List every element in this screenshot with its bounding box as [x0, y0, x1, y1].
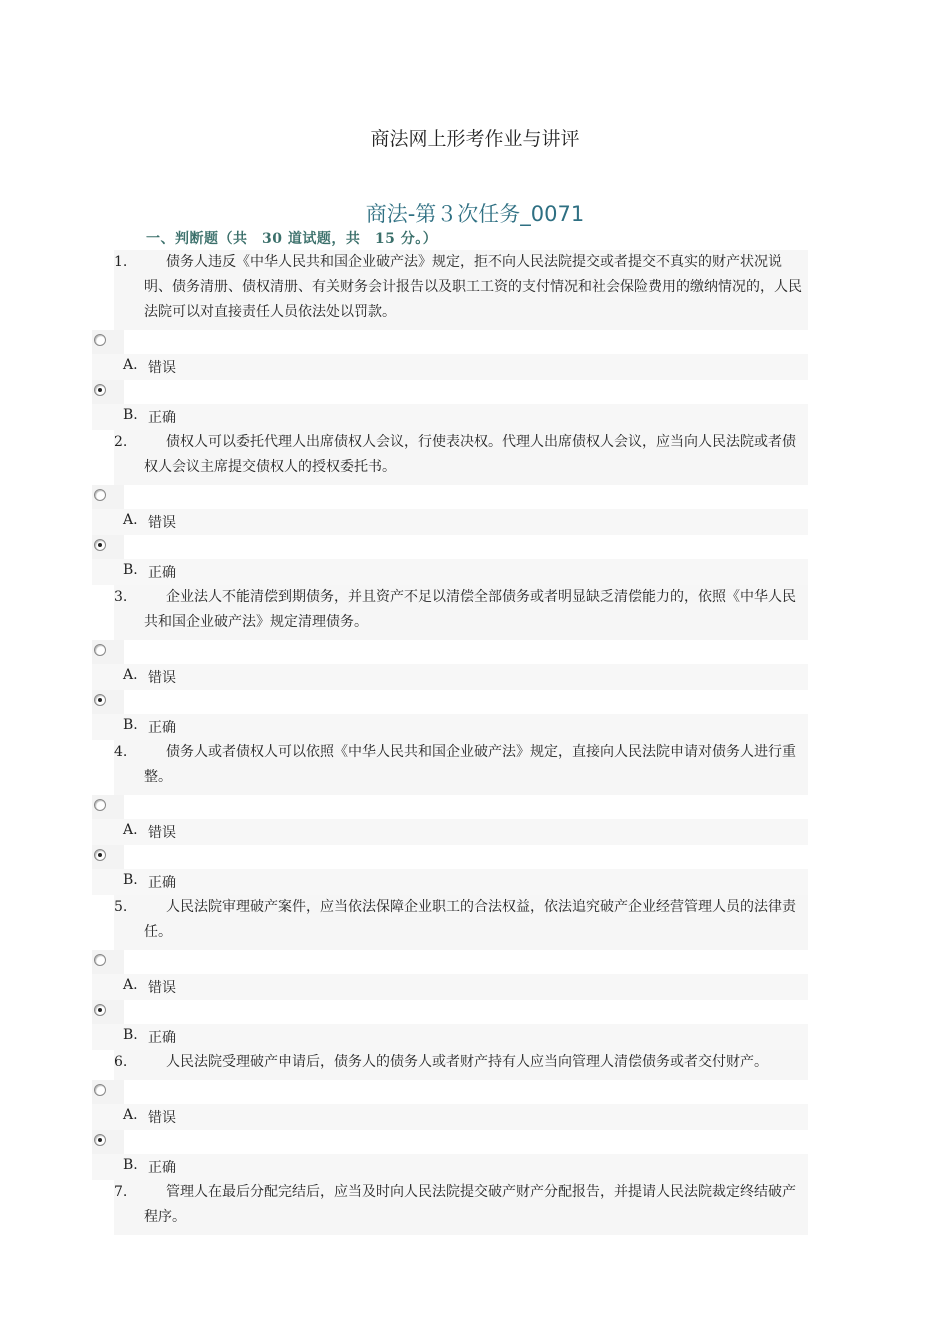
radio-dot-icon — [98, 853, 102, 857]
option-text: 正确 — [148, 1160, 176, 1176]
option-label[interactable] — [92, 404, 808, 430]
radio-cell — [92, 845, 124, 869]
radio-button-checked[interactable] — [94, 849, 106, 861]
option-text: 错误 — [148, 670, 176, 686]
option-label[interactable] — [92, 664, 808, 690]
question-stem — [114, 895, 808, 950]
answer-option[interactable] — [92, 950, 808, 1000]
answer-option[interactable] — [92, 485, 808, 535]
radio-dot-icon — [98, 698, 102, 702]
option-text: 正确 — [148, 1030, 176, 1046]
radio-dot-icon — [98, 1138, 102, 1142]
radio-dot-icon — [98, 1008, 102, 1012]
option-label[interactable] — [92, 1154, 808, 1180]
option-label[interactable] — [92, 714, 808, 740]
option-label[interactable] — [92, 354, 808, 380]
answer-option[interactable] — [92, 690, 808, 740]
radio-cell — [92, 1130, 124, 1154]
answer-option[interactable] — [92, 535, 808, 585]
question-item — [92, 585, 808, 740]
question-stem — [114, 1050, 808, 1080]
radio-button[interactable] — [94, 1084, 106, 1096]
question-text: 债务人或者债权人可以依照《中华人民共和国企业破产法》规定，直接向人民法院申请对债务人进行重整。 — [144, 744, 796, 785]
radio-button-checked[interactable] — [94, 1134, 106, 1146]
option-text: 正确 — [148, 565, 176, 581]
option-key: B. — [123, 872, 138, 888]
question-stem — [114, 740, 808, 795]
question-item — [92, 895, 808, 1050]
option-key: A. — [123, 977, 138, 993]
question-number: 3. — [114, 589, 128, 605]
radio-dot-icon — [98, 388, 102, 392]
radio-button-checked[interactable] — [94, 694, 106, 706]
question-item — [92, 1180, 808, 1235]
option-text: 正确 — [148, 875, 176, 891]
question-item — [92, 430, 808, 585]
question-text: 债权人可以委托代理人出席债权人会议，行使表决权。代理人出席债权人会议，应当向人民法院或者债权人会议主席提交债权人的授权委托书。 — [144, 434, 796, 475]
option-text: 正确 — [148, 410, 176, 426]
option-key: A. — [123, 1107, 138, 1123]
option-key: B. — [123, 407, 138, 423]
radio-button[interactable] — [94, 489, 106, 501]
question-item — [92, 250, 808, 430]
radio-dot-icon — [98, 543, 102, 547]
option-label[interactable] — [92, 559, 808, 585]
radio-button[interactable] — [94, 644, 106, 656]
radio-cell — [92, 690, 124, 714]
radio-cell — [92, 330, 124, 354]
radio-button[interactable] — [94, 954, 106, 966]
answer-option[interactable] — [92, 380, 808, 430]
option-key: A. — [123, 357, 138, 373]
radio-button[interactable] — [94, 334, 106, 346]
radio-button-checked[interactable] — [94, 539, 106, 551]
radio-cell — [92, 640, 124, 664]
section-title: 一、判断题（共 30 道试题，共 15 分。） — [146, 231, 438, 247]
option-key: A. — [123, 667, 138, 683]
option-key: B. — [123, 562, 138, 578]
question-text: 人民法院审理破产案件，应当依法保障企业职工的合法权益，依法追究破产企业经营管理人员的法律责任。 — [144, 899, 796, 940]
question-stem — [114, 1180, 808, 1235]
question-stem — [114, 430, 808, 485]
question-number: 7. — [114, 1184, 128, 1200]
option-key: B. — [123, 1157, 138, 1173]
radio-cell — [92, 1000, 124, 1024]
radio-cell — [92, 950, 124, 974]
radio-cell — [92, 380, 124, 404]
radio-button-checked[interactable] — [94, 1004, 106, 1016]
answer-option[interactable] — [92, 640, 808, 690]
option-text: 错误 — [148, 980, 176, 996]
option-label[interactable] — [92, 869, 808, 895]
question-stem — [114, 585, 808, 640]
question-item — [92, 1050, 808, 1180]
question-number: 6. — [114, 1054, 128, 1070]
question-stem — [114, 250, 808, 330]
answer-option[interactable] — [92, 795, 808, 845]
option-key: A. — [123, 822, 138, 838]
question-list — [92, 250, 808, 1235]
radio-button[interactable] — [94, 799, 106, 811]
option-key: B. — [123, 1027, 138, 1043]
question-number: 2. — [114, 434, 128, 450]
answer-option[interactable] — [92, 1000, 808, 1050]
radio-cell — [92, 485, 124, 509]
question-item — [92, 740, 808, 895]
question-number: 4. — [114, 744, 128, 760]
question-text: 人民法院受理破产申请后，债务人的债务人或者财产持有人应当向管理人清偿债务或者交付财产。 — [166, 1054, 768, 1070]
option-text: 错误 — [148, 360, 176, 376]
question-number: 5. — [114, 899, 128, 915]
option-text: 错误 — [148, 1110, 176, 1126]
option-label[interactable] — [92, 1024, 808, 1050]
question-text: 管理人在最后分配完结后，应当及时向人民法院提交破产财产分配报告，并提请人民法院裁定终结破产程序。 — [144, 1184, 796, 1225]
option-text: 错误 — [148, 825, 176, 841]
answer-option[interactable] — [92, 1080, 808, 1130]
document-title: 商法网上形考作业与讲评 — [370, 128, 580, 150]
question-number: 1. — [114, 254, 128, 270]
radio-cell — [92, 1080, 124, 1104]
answer-option[interactable] — [92, 1130, 808, 1180]
answer-option[interactable] — [92, 330, 808, 380]
question-text: 债务人违反《中华人民共和国企业破产法》规定，拒不向人民法院提交或者提交不真实的财产状况说明、债务清册、债权清册、有关财务会计报告以及职工工资的支付情况和社会保险费用的缴纳情况的，人民法院可以对直接责任人员依法处以罚款。 — [144, 254, 802, 320]
option-label[interactable] — [92, 819, 808, 845]
answer-option[interactable] — [92, 845, 808, 895]
radio-button-checked[interactable] — [94, 384, 106, 396]
radio-cell — [92, 535, 124, 559]
option-key: B. — [123, 717, 138, 733]
question-text: 企业法人不能清偿到期债务，并且资产不足以清偿全部债务或者明显缺乏清偿能力的，依照《中华人民共和国企业破产法》规定清理债务。 — [144, 589, 796, 630]
option-label[interactable] — [92, 974, 808, 1000]
option-text: 错误 — [148, 515, 176, 531]
option-key: A. — [123, 512, 138, 528]
option-text: 正确 — [148, 720, 176, 736]
option-label[interactable] — [92, 509, 808, 535]
option-label[interactable] — [92, 1104, 808, 1130]
radio-cell — [92, 795, 124, 819]
task-title: 商法-第３次任务_0071 — [365, 202, 585, 226]
